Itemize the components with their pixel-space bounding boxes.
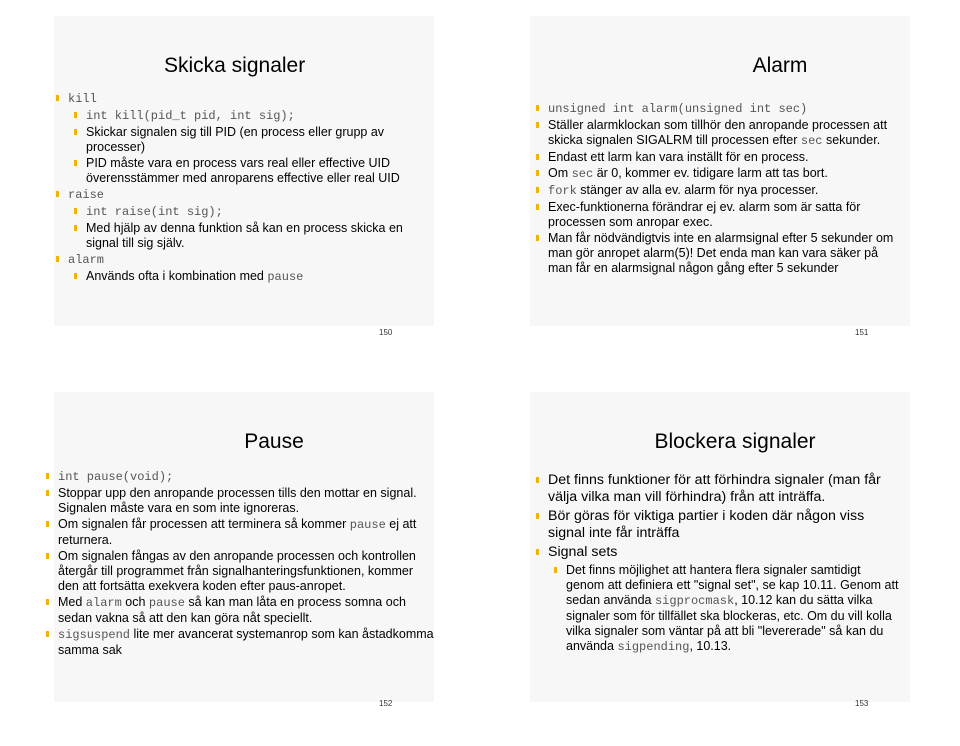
slide-body [44,468,434,659]
bullet-item [72,204,418,220]
code-text: kill [68,92,97,106]
bullet-text: lite mer avancerat systemanrop som kan åstadkomma samma sak [58,627,434,657]
code-text: alarm [68,253,105,267]
slide-title: Alarm [752,54,808,77]
bullet-text: Stoppar upp den anropande processen tills den mottar en signal. Signalen måste vara en som inte ignoreras. [58,486,417,515]
bullet-text: Med hjälp av denna funktion så kan en process skicka en signal till sig själv. [86,221,403,250]
bullet-text: Om [548,166,572,180]
bullet-text: stänger av alla ev. alarm för nya processer. [576,183,819,197]
code-text: sigprocmask [654,594,735,608]
bullet-item [534,101,900,117]
bullet-item [72,269,418,285]
bullet-item [72,125,418,155]
slide-body [54,90,418,286]
bullet-text: Med [58,595,86,609]
slide-title: Pause [244,430,304,453]
bullet-text: ej att returnera. [58,517,417,547]
bullet-text: och [121,595,149,609]
bullet-item [44,627,434,658]
code-text: sec [571,167,594,181]
code-text: int pause(void); [58,470,174,484]
bullet-item [44,486,434,516]
code-text: pause [267,270,304,284]
bullet-item [534,183,900,199]
bullet-item [72,108,418,124]
bullet-text: sekunder. [822,133,881,147]
bullet-text: så kan man låta en process somna och sedan vakna så att den kan göra nåt speciellt. [58,595,406,625]
slide-number: 150 [379,328,393,337]
bullet-text: PID måste vara en process vars real eller effective UID överensstämmer med anroparens effective eller real UID [86,156,400,185]
slide-title: Skicka signaler [164,54,306,77]
bullet-item [54,91,418,107]
bullet-item [534,200,900,230]
slide-2 [500,8,940,338]
bullet-text: Används ofta i kombination med [86,269,268,283]
bullet-item [44,517,434,548]
bullet-item [534,231,900,276]
bullet-item [44,549,434,594]
slide-1 [24,8,464,338]
bullet-item [54,252,418,268]
bullet-item [44,595,434,626]
code-text: sec [800,134,823,148]
bullet-text: Om signalen fångas av den anropande processen och kontrollen återgår till programmet från signalhanteringsfunktionen, kommer den att fortsätta exekvera koden efter paus-anropet. [58,549,416,593]
bullet-text: Om signalen får processen att terminera så kommer [58,517,350,531]
bullet-text: Skickar signalen sig till PID (en process eller grupp av processer) [86,125,385,154]
code-text: pause [349,518,386,532]
bullet-item [534,472,900,506]
bullet-item [72,156,418,186]
bullet-item [534,544,900,561]
code-text: fork [548,184,577,198]
code-text: sigsuspend [58,628,131,642]
slide-3 [24,384,464,714]
bullet-item [534,166,900,182]
code-text: int raise(int sig); [86,205,223,219]
bullet-text: Exec-funktionerna förändrar ej ev. alarm som är satta för processen som anropar exec. [548,200,861,229]
code-text: pause [148,596,185,610]
code-text: int kill(pid_t pid, int sig); [86,109,295,123]
bullet-text: Ställer alarmklockan som tillhör den anropande processen att skicka signalen SIGALRM till processen efter [548,118,888,147]
slide-number: 153 [855,699,869,708]
bullet-item [54,187,418,203]
slide-4 [500,384,940,714]
slide-body [534,100,900,277]
bullet-text: Bör göras för viktiga partier i koden där någon viss signal inte får inträffa [548,508,865,541]
bullet-item [72,221,418,251]
code-text: unsigned int alarm(unsigned int sec) [548,102,808,116]
slide-body [534,470,900,656]
bullet-item [534,118,900,149]
code-text: raise [68,188,105,202]
bullet-text: Endast ett larm kan vara inställt för en process. [548,150,809,164]
slide-number: 152 [379,699,393,708]
code-text: sigpending [617,640,690,654]
bullet-item [552,563,900,655]
bullet-text: Man får nödvändigtvis inte en alarmsignal efter 5 sekunder om man gör anropet alarm(5)! Det enda man kan vara säker på man får en alarmsignal någon gång efter 5 sekunder [548,231,894,275]
bullet-text: Det finns möjlighet att hantera flera signaler samtidigt genom att definiera ett "signal set", se kap 10.11. Genom att sedan använda [566,563,899,607]
bullet-text: Signal sets [548,544,618,560]
bullet-text: Det finns funktioner för att förhindra signaler (man får välja vilka man vill förhindra) från att inträffa. [548,472,881,505]
code-text: alarm [85,596,122,610]
bullet-text: , 10.13. [689,639,732,653]
bullet-text: , 10.12 kan du sätta vilka signaler som för tillfället ska blockeras, etc. Om du vill kolla vilka signaler som väntar på att bli "levererade" så kan du använda [566,593,892,653]
bullet-text: är 0, kommer ev. tidigare larm att tas bort. [593,166,828,180]
bullet-item [44,469,434,485]
slide-number: 151 [855,328,869,337]
bullet-item [534,508,900,542]
slide-title: Blockera signaler [654,430,816,453]
bullet-item [534,150,900,165]
